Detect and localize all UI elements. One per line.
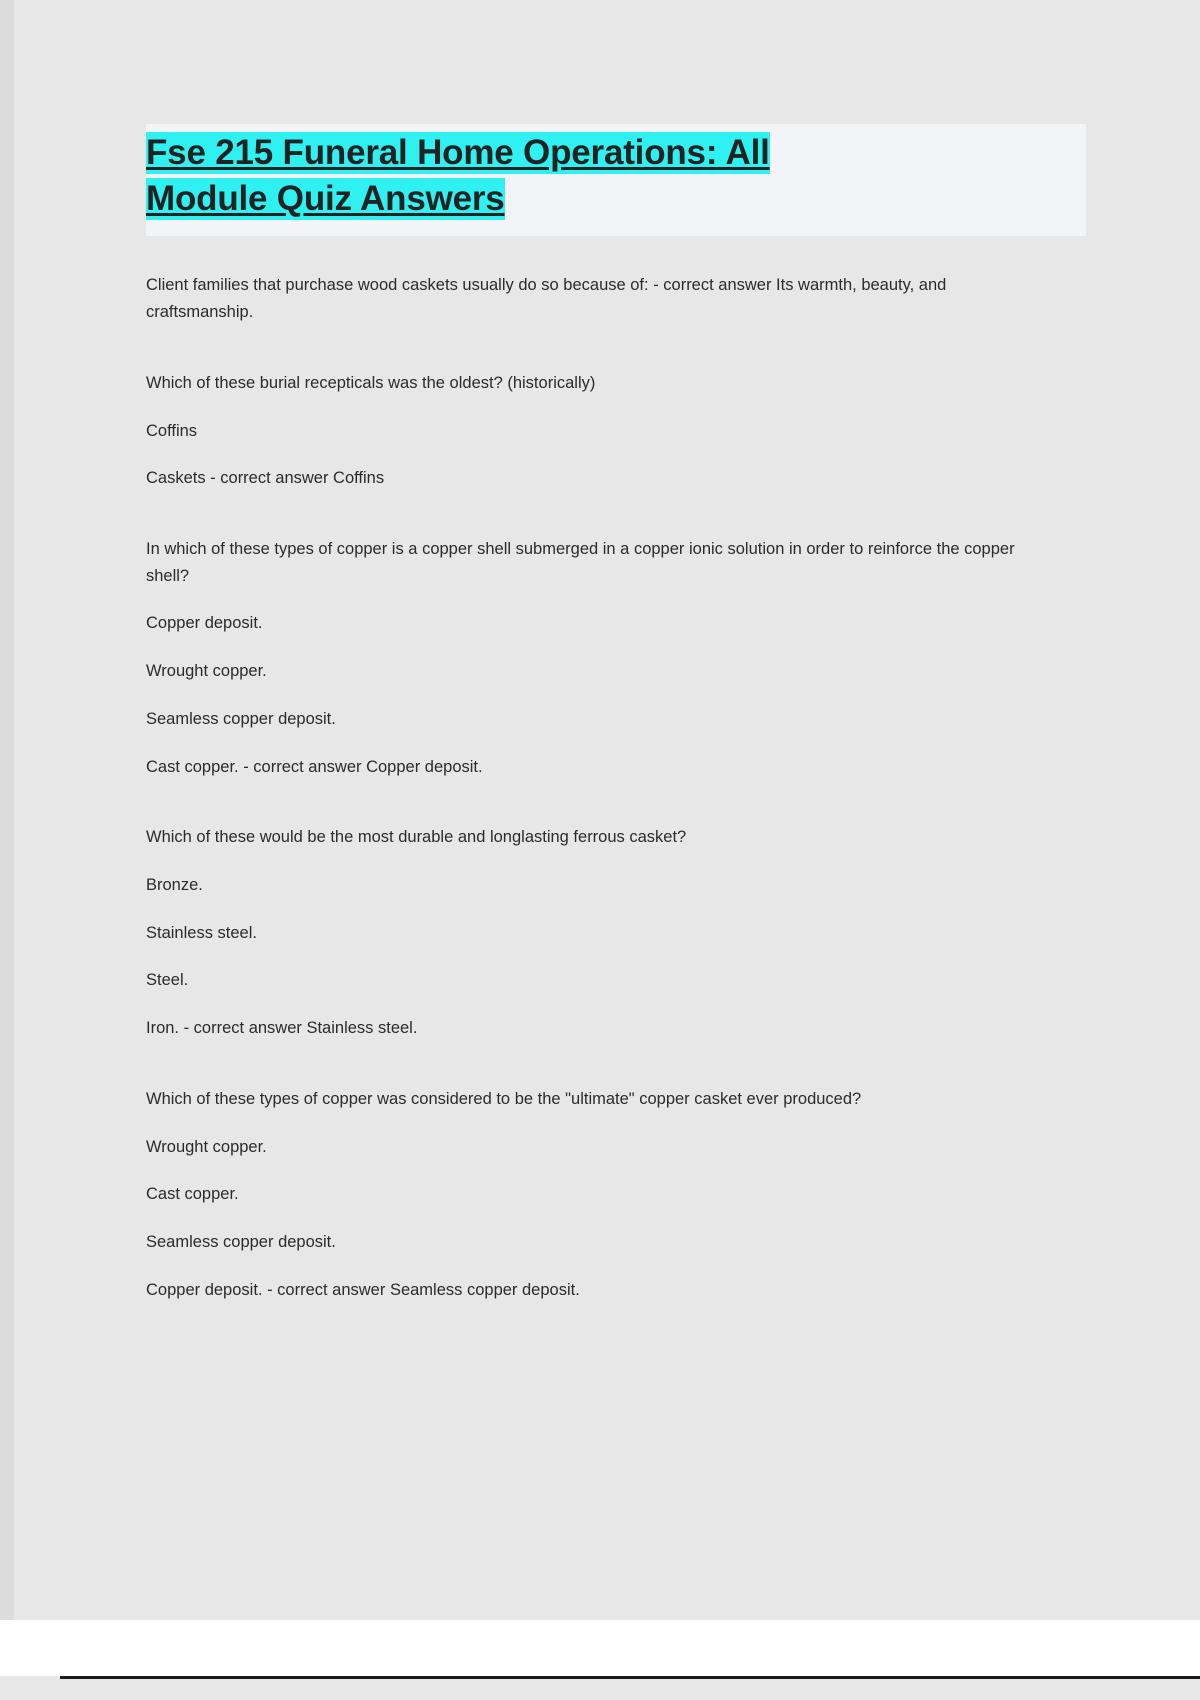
qa-option: Copper deposit. — [146, 614, 263, 633]
qa-answer: Copper deposit. - correct answer Seamless copper deposit. — [146, 1280, 580, 1299]
document-body — [146, 272, 1086, 1303]
page-title-line-1: Fse 215 Funeral Home Operations: All — [146, 133, 770, 172]
qa-option: Cast copper. — [146, 1185, 239, 1204]
qa-question: Which of these burial recepticals was the oldest? (historically) — [146, 373, 596, 392]
qa-block-4 — [146, 824, 1086, 1042]
qa-question: In which of these types of copper is a copper shell submerged in a copper ionic solution in order to reinforce the copper shell? — [146, 539, 1015, 585]
qa-block-1 — [146, 272, 1086, 325]
qa-line: Client families that purchase wood caskets usually do so because of: - correct answer Its warmth, beauty, and craftsmanship. — [146, 276, 947, 322]
qa-option: Stainless steel. — [146, 923, 257, 942]
qa-block-3 — [146, 536, 1086, 780]
qa-answer: Iron. - correct answer Stainless steel. — [146, 1019, 418, 1038]
page-title — [146, 130, 1086, 222]
qa-answer: Caskets - correct answer Coffins — [146, 469, 385, 488]
page-title-line-2: Module Quiz Answers — [146, 179, 505, 219]
document-content — [146, 124, 1086, 1324]
page-left-margin-strip — [0, 0, 14, 1620]
qa-block-2 — [146, 370, 1086, 492]
qa-option: Coffins — [146, 421, 198, 440]
qa-option: Wrought copper. — [146, 1137, 267, 1156]
page-bottom-area — [0, 1620, 1200, 1676]
qa-option: Seamless copper deposit. — [146, 1233, 336, 1252]
qa-option: Wrought copper. — [146, 662, 267, 681]
qa-option: Bronze. — [146, 876, 203, 894]
qa-option: Seamless copper deposit. — [146, 709, 336, 728]
qa-answer: Cast copper. - correct answer Copper deposit. — [146, 757, 483, 776]
document-title-block — [146, 124, 1086, 236]
qa-option: Steel. — [146, 971, 189, 990]
page-bottom-divider — [60, 1676, 1200, 1679]
qa-question: Which of these would be the most durable and longlasting ferrous casket? — [146, 828, 687, 847]
qa-question: Which of these types of copper was considered to be the "ultimate" copper casket ever produced? — [146, 1089, 862, 1108]
qa-block-5 — [146, 1086, 1086, 1304]
